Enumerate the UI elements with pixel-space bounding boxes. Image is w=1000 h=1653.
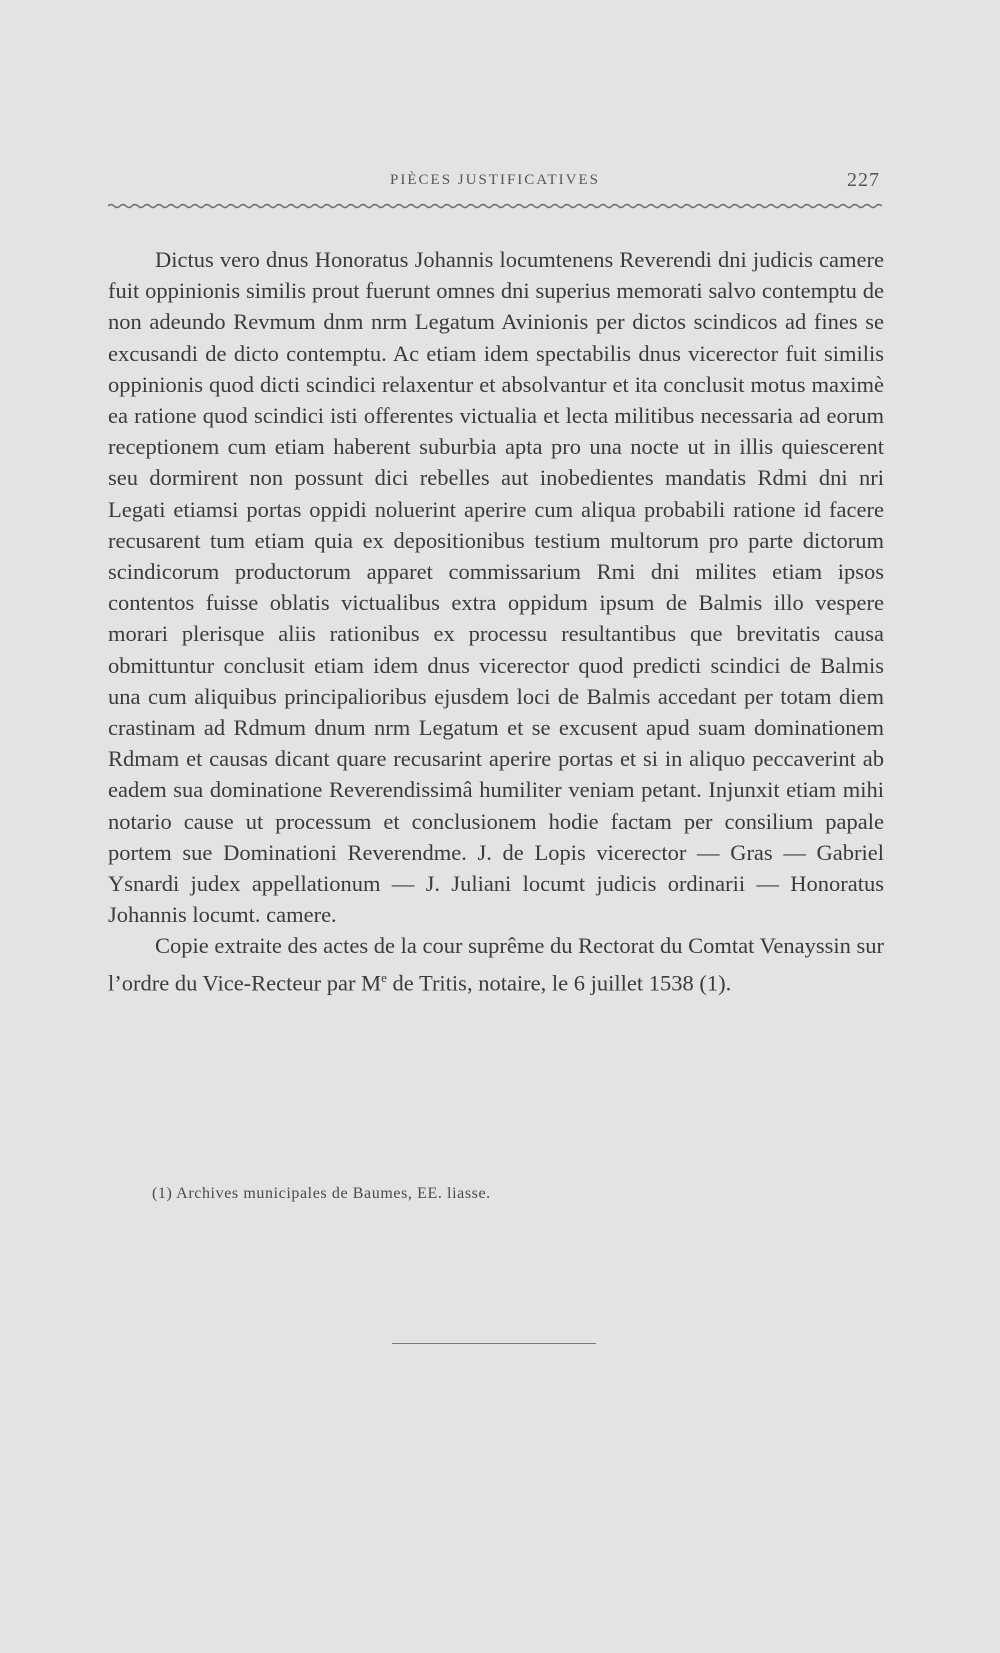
paragraph-copy-lead: Copie extraite des actes de la cour suprême du Rectorat du Comtat Venayssin sur l’ordre du Vice-Recteur par M xyxy=(108,933,884,996)
body-text xyxy=(108,244,884,998)
paragraph-copy-tail: de Tritis, notaire, le 6 juillet 1538 (1). xyxy=(386,970,732,996)
running-title: PIÈCES JUSTIFICATIVES xyxy=(390,172,600,188)
page-number: 227 xyxy=(847,169,880,191)
running-head xyxy=(108,169,882,196)
wavy-rule-divider xyxy=(108,202,882,210)
paragraph-latin-conclusion: Dictus vero dnus Honoratus Johannis locumtenens Reverendi dni judicis camere fuit oppinionis similis prout fuerunt omnes dni superius memorati salvo contemptu de non adeundo Revmum dnm nrm Legatum Avinionis per dictos scindicos ad fines se excusandi de dicto contemptu. Ac etiam idem spectabilis dnus vicerector fuit similis oppinionis quod dicti scindici relaxentur et absolvantur et ita conclusit motus maximè ea ratione quod scindici isti offerentes victualia et lecta militibus necessaria ad eorum receptionem cum etiam haberent suburbia apta pro una nocte ut in illis quiescerent seu dormirent non possunt dici rebelles aut inobedientes mandatis Rdmi dni nri Legati etiamsi portas oppidi noluerint aperire cum aliqua probabili ratione id facere recusarent tum etiam quia ex depositionibus testium multorum pro parte dictorum scindicorum productorum apparet commissarium Rmi dni milites etiam ipsos contentos fuisse oblatis victualibus extra oppidum ipsum de Balmis illo vespere morari plerisque aliis rationibus ex processu resultantibus que brevitatis causa obmittuntur conclusit etiam idem dnus vicerector quod predicti scindici de Balmis una cum aliquibus principalioribus ejusdem loci de Balmis accedant per totam diem crastinam ad Rdmum dnum nrm Legatum et se excusent apud suam dominationem Rdmam et causas dicant quare recusarint aperire portas et si in aliquo peccaverint ab eadem sua dominatione Reverendissimâ humiliter veniam petant. Injunxit etiam mihi notario cause ut processum et conclusionem hodie factam per consilium papale portem sue Dominationi Reverendme. J. de Lopis vicerector — Gras — Gabriel Ysnardi judex appellationum — J. Juliani locumt judicis ordinarii — Honoratus Johannis locumt. camere. xyxy=(108,247,884,928)
paragraph-copy-note xyxy=(108,930,884,998)
footnote: (1) Archives municipales de Baumes, EE. liasse. xyxy=(152,1185,491,1202)
end-rule xyxy=(392,1343,596,1344)
paragraph-copy-superscript: e xyxy=(381,969,387,985)
